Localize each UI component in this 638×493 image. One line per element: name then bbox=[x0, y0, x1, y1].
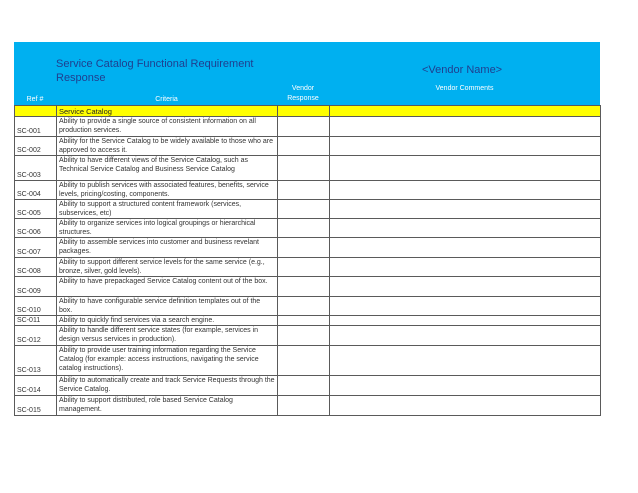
requirements-table bbox=[14, 105, 601, 416]
vendor-response-cell[interactable] bbox=[278, 238, 330, 258]
ref-cell: SC-004 bbox=[15, 181, 57, 200]
ref-cell: SC-014 bbox=[15, 376, 57, 396]
vendor-response-cell[interactable] bbox=[278, 297, 330, 316]
vendor-comments-cell[interactable] bbox=[330, 258, 601, 277]
ref-cell: SC-001 bbox=[15, 117, 57, 137]
vendor-response-cell[interactable] bbox=[278, 200, 330, 219]
column-header-criteria: Criteria bbox=[155, 96, 178, 103]
ref-cell: SC-011 bbox=[15, 316, 57, 326]
vendor-comments-cell[interactable] bbox=[330, 117, 601, 137]
vendor-comments-cell[interactable] bbox=[330, 238, 601, 258]
vendor-comments-cell[interactable] bbox=[330, 219, 601, 238]
criteria-cell: Ability to support distributed, role based Service Catalog management. bbox=[57, 396, 278, 416]
ref-cell: SC-006 bbox=[15, 219, 57, 238]
ref-cell: SC-003 bbox=[15, 156, 57, 181]
criteria-cell: Ability to assemble services into customer and business revelant packages. bbox=[57, 238, 278, 258]
vendor-comments-cell[interactable] bbox=[330, 376, 601, 396]
ref-cell: SC-002 bbox=[15, 137, 57, 156]
table-row bbox=[15, 258, 601, 277]
vendor-comments-cell[interactable] bbox=[330, 297, 601, 316]
vendor-name: <Vendor Name> bbox=[422, 64, 503, 76]
vendor-comments-cell[interactable] bbox=[330, 156, 601, 181]
table-row bbox=[15, 326, 601, 346]
vendor-response-cell[interactable] bbox=[278, 137, 330, 156]
vendor-response-cell[interactable] bbox=[278, 396, 330, 416]
criteria-cell: Ability to organize services into logical groupings or hierarchical structures. bbox=[57, 219, 278, 238]
column-header-ref: Ref # bbox=[26, 96, 44, 103]
table-row bbox=[15, 277, 601, 297]
table-row bbox=[15, 137, 601, 156]
column-header-vendor-response: Vendor Response bbox=[287, 85, 319, 102]
section-label: Service Catalog bbox=[57, 106, 278, 117]
vendor-comments-cell[interactable] bbox=[330, 346, 601, 376]
requirements-sheet bbox=[14, 42, 600, 416]
vendor-response-cell[interactable] bbox=[278, 181, 330, 200]
criteria-cell: Ability for the Service Catalog to be widely available to those who are approved to access it. bbox=[57, 137, 278, 156]
ref-cell: SC-005 bbox=[15, 200, 57, 219]
column-header-vendor-comments: Vendor Comments bbox=[435, 85, 494, 92]
criteria-cell: Ability to provide a single source of consistent information on all production services. bbox=[57, 117, 278, 137]
vendor-response-cell[interactable] bbox=[278, 258, 330, 277]
vendor-comments-cell[interactable] bbox=[330, 200, 601, 219]
ref-cell: SC-012 bbox=[15, 326, 57, 346]
section-row bbox=[15, 106, 601, 117]
section-ref-cell bbox=[15, 106, 57, 117]
table-row bbox=[15, 376, 601, 396]
vendor-response-cell[interactable] bbox=[278, 376, 330, 396]
criteria-cell: Ability to automatically create and track Service Requests through the Service Catalog. bbox=[57, 376, 278, 396]
table-row bbox=[15, 316, 601, 326]
ref-cell: SC-013 bbox=[15, 346, 57, 376]
vendor-response-cell[interactable] bbox=[278, 117, 330, 137]
table-row bbox=[15, 181, 601, 200]
criteria-cell: Ability to support a structured content framework (services, subservices, etc) bbox=[57, 200, 278, 219]
criteria-cell: Ability to have configurable service definition templates out of the box. bbox=[57, 297, 278, 316]
sheet-title: Service Catalog Functional Requirement Response bbox=[56, 58, 254, 84]
criteria-cell: Ability to publish services with associated features, benefits, service levels, pricing/costing, components. bbox=[57, 181, 278, 200]
vendor-comments-cell[interactable] bbox=[330, 277, 601, 297]
vendor-response-cell[interactable] bbox=[278, 219, 330, 238]
section-response-cell bbox=[278, 106, 330, 117]
table-row bbox=[15, 396, 601, 416]
table-row bbox=[15, 156, 601, 181]
ref-cell: SC-009 bbox=[15, 277, 57, 297]
vendor-response-cell[interactable] bbox=[278, 346, 330, 376]
vendor-response-cell[interactable] bbox=[278, 316, 330, 326]
criteria-cell: Ability to quickly find services via a search engine. bbox=[57, 316, 278, 326]
ref-cell: SC-010 bbox=[15, 297, 57, 316]
sheet-header bbox=[14, 42, 600, 105]
vendor-comments-cell[interactable] bbox=[330, 316, 601, 326]
table-row bbox=[15, 117, 601, 137]
table-row bbox=[15, 200, 601, 219]
section-comments-cell bbox=[330, 106, 601, 117]
table-row bbox=[15, 219, 601, 238]
vendor-response-cell[interactable] bbox=[278, 326, 330, 346]
criteria-cell: Ability to provide user training information regarding the Service Catalog (for example: access instructions, navigating the service catalog instructions). bbox=[57, 346, 278, 376]
ref-cell: SC-008 bbox=[15, 258, 57, 277]
criteria-cell: Ability to have prepackaged Service Catalog content out of the box. bbox=[57, 277, 278, 297]
vendor-response-cell[interactable] bbox=[278, 277, 330, 297]
ref-cell: SC-007 bbox=[15, 238, 57, 258]
table-row bbox=[15, 346, 601, 376]
criteria-cell: Ability to have different views of the Service Catalog, such as Technical Service Catalog and Business Service Catalog bbox=[57, 156, 278, 181]
table-row bbox=[15, 238, 601, 258]
vendor-comments-cell[interactable] bbox=[330, 396, 601, 416]
ref-cell: SC-015 bbox=[15, 396, 57, 416]
vendor-comments-cell[interactable] bbox=[330, 181, 601, 200]
table-row bbox=[15, 297, 601, 316]
vendor-comments-cell[interactable] bbox=[330, 326, 601, 346]
vendor-response-cell[interactable] bbox=[278, 156, 330, 181]
criteria-cell: Ability to support different service levels for the same service (e.g., bronze, silver, gold levels). bbox=[57, 258, 278, 277]
vendor-comments-cell[interactable] bbox=[330, 137, 601, 156]
criteria-cell: Ability to handle different service states (for example, services in design versus services in production). bbox=[57, 326, 278, 346]
